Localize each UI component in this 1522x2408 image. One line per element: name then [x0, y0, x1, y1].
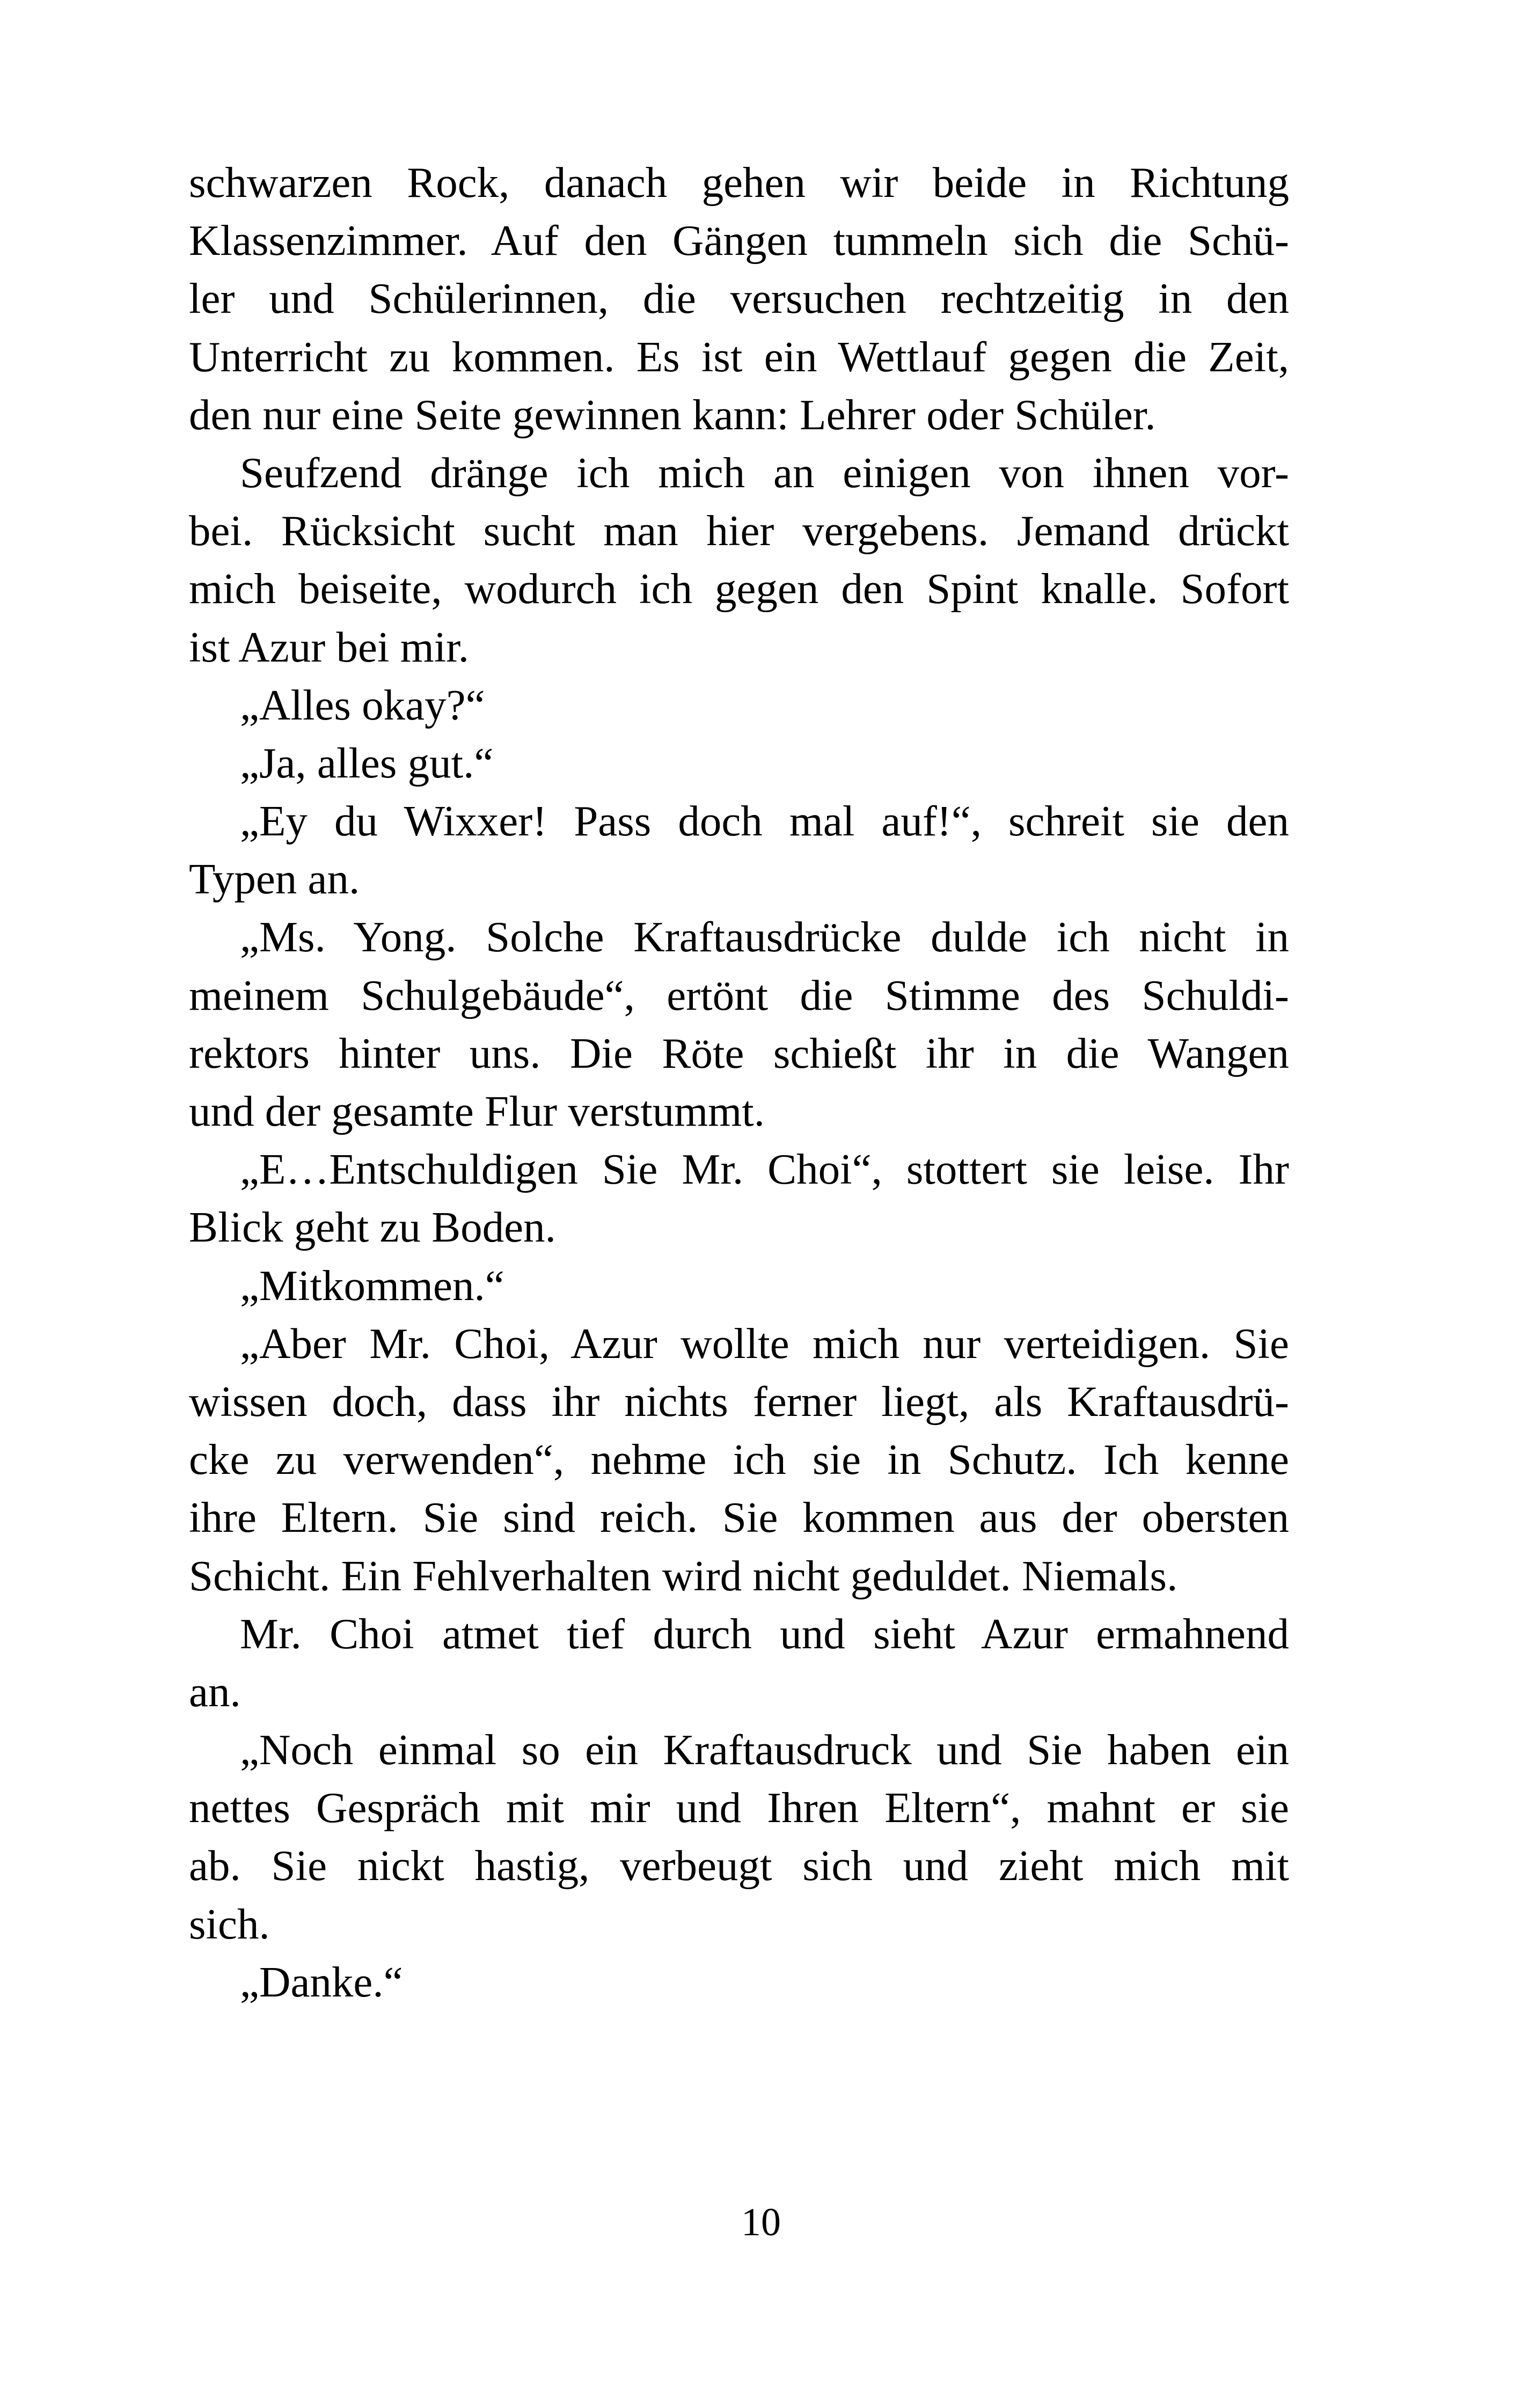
text-line: an.: [189, 1667, 241, 1716]
body-text: [189, 153, 1289, 2011]
text-line: Klassenzimmer. Auf den Gängen tummeln sich die Schü-: [189, 216, 1289, 265]
text-line: rektors hinter uns. Die Röte schießt ihr in die Wangen: [189, 1029, 1289, 1077]
text-line: „Noch einmal so ein Kraftausdruck und Sie haben ein: [240, 1726, 1289, 1774]
text-line: sich.: [189, 1899, 270, 1948]
text-line: meinem Schulgebäude“, ertönt die Stimme des Schuldi-: [189, 971, 1289, 1019]
text-line: ist Azur bei mir.: [189, 622, 469, 671]
text-line: nettes Gespräch mit mir und Ihren Eltern“, mahnt er sie: [189, 1783, 1289, 1832]
text-line: Schicht. Ein Fehlverhalten wird nicht geduldet. Niemals.: [189, 1551, 1178, 1600]
text-line: ihre Eltern. Sie sind reich. Sie kommen aus der obersten: [189, 1493, 1289, 1542]
text-line: mich beiseite, wodurch ich gegen den Spint knalle. Sofort: [189, 564, 1289, 613]
text-line: „Ey du Wixxer! Pass doch mal auf!“, schreit sie den: [240, 797, 1289, 846]
text-line: ab. Sie nickt hastig, verbeugt sich und zieht mich mit: [189, 1841, 1289, 1890]
text-line: Seufzend dränge ich mich an einigen von ihnen vor-: [240, 448, 1289, 497]
text-line: „E…Entschuldigen Sie Mr. Choi“, stottert sie leise. Ihr: [240, 1145, 1289, 1194]
text-line: bei. Rücksicht sucht man hier vergebens. Jemand drückt: [189, 506, 1289, 555]
text-line: den nur eine Seite gewinnen kann: Lehrer oder Schüler.: [189, 390, 1156, 439]
text-line: „Mitkommen.“: [240, 1261, 504, 1310]
text-line: und der gesamte Flur verstummt.: [189, 1087, 765, 1135]
text-line: Typen an.: [189, 855, 360, 904]
page-number: 10: [741, 2200, 781, 2244]
text-line: Mr. Choi atmet tief durch und sieht Azur ermahnend: [240, 1609, 1289, 1658]
text-line: wissen doch, dass ihr nichts ferner liegt, als Kraftausdrü-: [189, 1377, 1289, 1426]
text-line: schwarzen Rock, danach gehen wir beide in Richtung: [189, 158, 1289, 207]
text-line: „Ja, alles gut.“: [240, 738, 494, 787]
text-line: Unterricht zu kommen. Es ist ein Wettlauf gegen die Zeit,: [189, 332, 1289, 381]
text-line: „Alles okay?“: [240, 680, 485, 729]
text-line: „Danke.“: [240, 1957, 403, 2006]
text-line: „Ms. Yong. Solche Kraftausdrücke dulde ich nicht in: [240, 913, 1289, 961]
text-line: „Aber Mr. Choi, Azur wollte mich nur verteidigen. Sie: [240, 1319, 1289, 1368]
text-line: ler und Schülerinnen, die versuchen rechtzeitig in den: [189, 274, 1289, 323]
text-line: cke zu verwenden“, nehme ich sie in Schutz. Ich kenne: [189, 1435, 1289, 1484]
text-line: Blick geht zu Boden.: [189, 1203, 556, 1252]
